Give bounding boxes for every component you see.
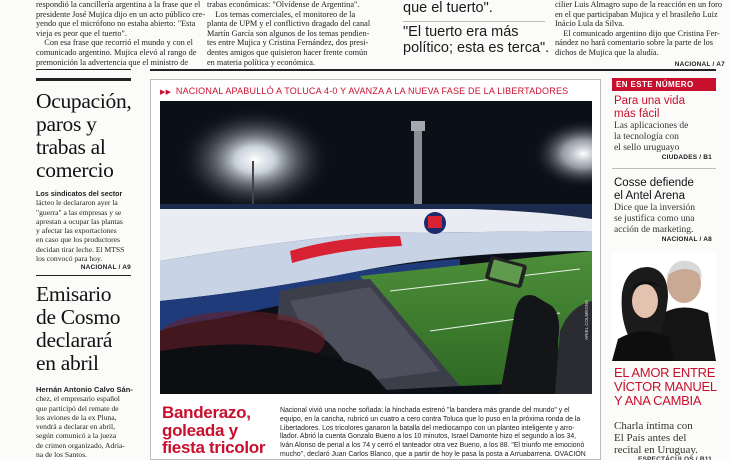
teaser-headline <box>614 177 718 202</box>
quote-line: político; esta es terca". <box>403 40 550 56</box>
text-line: los convocó para hoy. <box>36 254 103 264</box>
text-line: nández no hará comentario sobre la parte de los <box>555 38 714 48</box>
story-top-rule <box>36 78 131 81</box>
top-col4-text <box>555 0 725 69</box>
photo-credit: ARIEL COLMEGNA <box>584 300 589 340</box>
left-story-emisario <box>36 283 136 459</box>
text-line: respondió la cancillería argentina a la frase que el <box>36 0 201 9</box>
text-line: dichos de Mujica que la aludía. <box>555 47 659 57</box>
text-line: recital en Uruguay. <box>614 444 698 456</box>
kicker-text: NACIONAL APABULLÓ A TOLUCA 4-0 Y AVANZA A LA NUEVA FASE DE LA LIBERTADORES <box>175 86 569 96</box>
text-line: comunicado argentino. Mujica elevó al rango de <box>36 47 197 57</box>
text-line: Los sindicatos del sector <box>36 189 123 198</box>
double-triangle-icon: ▶▶ <box>160 89 172 96</box>
text-line: Con esa frase que recorrió el mundo y con el <box>36 38 193 48</box>
text-line: El comunicado argentino dijo que Cristina Fer- <box>555 28 720 38</box>
teaser-headline <box>614 95 718 120</box>
headline-line: Para una vida <box>614 95 685 107</box>
text-line: en el que participaban Mujica y el brasileño Luiz <box>555 9 718 19</box>
headline-line: EL AMOR ENTRE <box>614 365 716 380</box>
text-line: mucho", declaró Juan Carlos Blanco, que a partir de hoy le pasa la posta a Arruabarrena. OVACIÓN <box>280 450 586 458</box>
quote-divider <box>403 21 545 22</box>
text-line: decidan tirar leche. El MTSS <box>36 244 125 254</box>
text-line: la tecnología con <box>614 131 679 142</box>
story-headline <box>36 283 136 375</box>
headline-line: más fácil <box>614 107 660 120</box>
headline-line: paros y <box>36 112 97 136</box>
text-line: en materia política y económica. <box>207 57 316 67</box>
headline-line: Y ANA CAMBIA <box>614 393 702 409</box>
section-tag: NACIONAL / A8 <box>661 236 712 244</box>
left-divider <box>36 275 131 276</box>
headline-line: Emisario <box>36 282 112 306</box>
teaser-summary <box>614 203 718 235</box>
teaser-summary <box>614 121 718 153</box>
text-line: yendo que el micrófono no estaba abierto: "Esta <box>36 19 196 29</box>
story-headline <box>36 90 136 182</box>
story-summary <box>36 385 136 459</box>
left-story-ocupacion <box>36 78 136 271</box>
headline-line: declarará <box>36 328 113 352</box>
portrait-illustration <box>612 253 716 361</box>
section-tag: NACIONAL / A7 <box>674 60 725 68</box>
top-col2-text <box>207 0 387 67</box>
right-divider <box>612 168 716 169</box>
text-line: chez, el empresario español <box>36 394 120 404</box>
text-line: Dice que la inversión <box>614 203 695 213</box>
top-rule-main <box>150 69 716 71</box>
text-line: acción de marketing. <box>614 224 694 235</box>
artists-photo <box>612 253 716 361</box>
text-line: Inácio Lula da Silva. <box>555 19 625 29</box>
text-line: se justifica como una <box>614 213 695 224</box>
text-line: en caso que los productores <box>36 235 120 245</box>
text-line: Iván Alonso de penal a los 74 y cerró el tanteador otra vez Bueno, a los 88. "El triunfo me emocionó <box>280 442 585 450</box>
text-line: planta de UPM y el conflictivo dragado del canal <box>207 19 371 29</box>
quote-line: que el tuerto". <box>403 0 493 16</box>
pull-quote-2 <box>403 24 549 56</box>
text-line: Libertadores. Los tricolores ganaron la batalla del mediocampo con un planteo inteligente y arro- <box>280 424 575 432</box>
section-tag: ESPECTÁCULOS / B11 <box>637 456 712 460</box>
headline-line: en abril <box>36 351 99 375</box>
text-line: premonición la advertencia que el ministro de <box>36 57 189 67</box>
stadium-illustration <box>160 101 592 394</box>
feature-headline <box>162 404 265 457</box>
text-line: lácteo le declararon ayer la <box>36 198 118 208</box>
headline-line: goleada y <box>162 420 238 440</box>
text-line: según comunicó a la jueza <box>36 431 117 441</box>
text-line: Las aplicaciones de <box>614 121 689 131</box>
headline-line: Cosse defiende <box>614 177 694 189</box>
text-line: de crimen organizado, Adria- <box>36 440 125 450</box>
text-line: dentes amigos que quisieron hacer frente común <box>207 47 368 57</box>
quote-line: "El tuerto era más <box>403 24 519 40</box>
text-line: cilier Luis Almagro supo de la reacción en un foro <box>555 0 723 9</box>
text-line: y afectar las exportaciones <box>36 226 117 236</box>
text-line: el sello uruguayo <box>614 142 680 153</box>
teaser-vida[interactable] <box>614 95 718 161</box>
headline-line: trabas al <box>36 135 106 159</box>
section-tag: CIUDADES / B1 <box>661 154 712 162</box>
text-line: Nacional vivió una noche soñada: la hinchada estrenó "la bandera más grande del mundo" y el <box>280 407 570 414</box>
stadium-photo <box>160 101 592 394</box>
text-line: llador. Abrió la cuenta Gonzalo Bueno a los 10 minutos, Israel Damonte hizo el segundo a los 34, <box>280 433 577 441</box>
text-line: equipo, en la cancha, rubricó un cuatro a cero contra Toluca que lo puso en la próxima ronda de la <box>280 415 581 423</box>
text-line: presidente José Mujica dijo en un acto público cre- <box>36 9 206 19</box>
story-summary <box>36 189 136 263</box>
teaser-amor-summary <box>614 420 718 460</box>
text-line: que participó del remate de <box>36 403 119 413</box>
text-line: aprestan a ocupar las plantas <box>36 216 123 226</box>
headline-line: de Cosmo <box>36 305 121 329</box>
text-line: vieja es peor que el tuerto". <box>36 28 127 38</box>
text-line: Martín García son algunos de los temas pendien- <box>207 28 370 38</box>
feature-kicker <box>160 86 568 96</box>
text-line: "guerra" a las empresas y se <box>36 207 122 217</box>
feature-body <box>280 407 592 460</box>
teaser-antel[interactable] <box>614 177 718 243</box>
text-line: Los temas comerciales, el monitoreo de la <box>207 9 356 19</box>
top-rule-left <box>36 69 131 70</box>
text-line: vendrá a declarar en abril, <box>36 422 116 432</box>
text-line: los aviones de la ex Pluna, <box>36 412 117 422</box>
headline-line: comercio <box>36 158 114 182</box>
text-line: tes entre Mujica y Cristina Fernández, dos presi- <box>207 38 369 48</box>
headline-line: fiesta tricolor <box>162 438 266 457</box>
text-line: El País antes del <box>614 432 687 444</box>
section-tag: NACIONAL / A9 <box>80 264 131 272</box>
headline-line: VÍCTOR MANUEL <box>614 379 717 395</box>
text-line: na de los Santos. <box>36 450 88 460</box>
text-line: trabas económicas: "Olvídense de Argentina". <box>207 0 360 9</box>
in-this-issue-label: EN ESTE NÚMERO <box>612 78 716 91</box>
text-line: Charla íntima con <box>614 420 693 432</box>
headline-line: Banderazo, <box>162 403 251 422</box>
teaser-amor-headline[interactable] <box>614 366 717 409</box>
pull-quote-1 <box>403 0 493 16</box>
headline-line: el Antel Arena <box>614 189 685 202</box>
byline: Hernán Antonio Calvo Sán- <box>36 385 133 394</box>
headline-line: Ocupación, <box>36 89 132 113</box>
top-col1-text <box>36 0 206 67</box>
